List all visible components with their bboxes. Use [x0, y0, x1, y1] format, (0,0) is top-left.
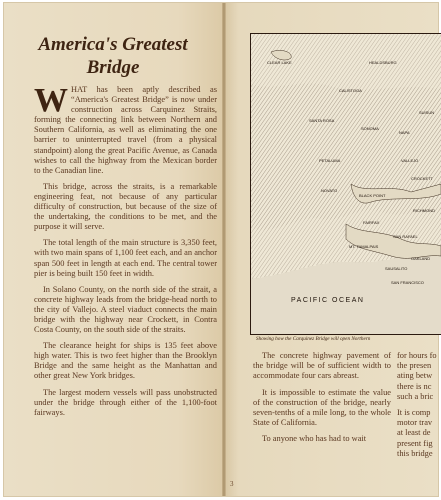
- col-b-line: ating betw: [397, 371, 433, 381]
- map-label-sonoma: SONOMA: [361, 126, 379, 131]
- paragraph-vessels: The largest modern vessels will pass unobstructed under the bridge through either of the 1,100-foot fairways.: [34, 387, 217, 417]
- col-b-line: It is comp: [397, 407, 431, 417]
- map-label-san-francisco: SAN FRANCISCO: [391, 280, 424, 285]
- col-b-line: the presen: [397, 361, 432, 371]
- map-label-petaluma: PETALUMA: [319, 158, 341, 163]
- paragraph-intro: [34, 82, 217, 176]
- map-label-calistoga: CALISTOGA: [339, 88, 362, 93]
- paragraph-clearance: The clearance height for ships is 135 feet above high water. This is two feet higher than the Brooklyn Bridge and the same height as the Manhattan and other great New York bridges.: [34, 341, 217, 381]
- map-caption: Showing how the Carquinez Bridge will open Northern: [256, 336, 371, 342]
- map-illustration: [251, 34, 441, 334]
- col-b-line: at least de: [397, 428, 431, 438]
- col-b-line: there is nc: [397, 381, 432, 391]
- map-label-fairfax: FAIRFAX: [363, 220, 380, 225]
- paragraph-wait: To anyone who has had to wait: [262, 434, 367, 444]
- right-page: [226, 3, 438, 496]
- col-b-line: such a bric: [397, 391, 434, 401]
- paragraph-solano: In Solano County, on the north side of the strait, a concrete highway leads from the bridge-head north to the city of Vallejo. A steel viaduct connects the main bridge with the highway near Crockett, in Contra Costa County, on the south side of the straits.: [34, 284, 217, 335]
- map-label-crockett: CROCKETT: [411, 176, 433, 181]
- col-b-line: present fig: [397, 438, 433, 448]
- map-label-suisun: SUISUN: [419, 110, 435, 115]
- left-page: [4, 3, 222, 496]
- map-label-sausalito: SAUSALITO: [385, 266, 408, 271]
- paragraph-engineering: This bridge, across the straits, is a remarkable engineering feat, not because of any particular difficulty of construction, but because of the size of the undertaking, the conditions to be met, and the purpose it will serve.: [34, 181, 217, 232]
- right-column-a: [253, 351, 391, 451]
- drop-cap: W: [34, 82, 68, 119]
- bay-area-map: [250, 33, 441, 335]
- col-b-line: for hours fo: [397, 351, 437, 360]
- paragraph-pavement: The concrete highway pavement of the bridge will be of sufficient width to accommodate four cars abreast.: [253, 351, 391, 381]
- map-label-novato: NOVATO: [321, 188, 338, 193]
- map-label-santa-rosa: SANTA ROSA: [309, 118, 335, 123]
- map-label-oakland: OAKLAND: [411, 256, 431, 261]
- col-b-line: this bridge: [397, 448, 433, 458]
- right-column-b: [397, 351, 438, 459]
- page-title-line2: Bridge: [86, 57, 140, 78]
- paragraph-dimensions: The total length of the main structure is 3,350 feet, with two main spans of 1,100 feet each, and an anchor span 500 feet in length at each end. The central tower pier is being built 150 feet in width.: [34, 238, 217, 278]
- map-label-ocean: PACIFIC OCEAN: [291, 297, 365, 304]
- paragraph-intro-text: HAT has been aptly described as “America's Greatest Bridge” is now under construction across Carquinez Straits, forming the connecting link between Northern and Southern California, as well as eliminating the one barrier to uninterrupted travel (from a physical standpoint) along the great Pacific Avenue, as Canada wishes to call the highway from the Mexican border to the Canadian line.: [34, 85, 217, 175]
- page-number: 3: [230, 480, 234, 488]
- map-label-healdsburg: HEALDSBURG: [369, 60, 397, 65]
- map-label-black-point: BLACK POINT: [359, 193, 386, 198]
- col-b-line: motor trav: [397, 418, 433, 428]
- map-label-clear-lake: CLEAR LAKE: [267, 60, 292, 65]
- article-body: [34, 82, 217, 424]
- map-label-mt-tamalpais: MT. TAMALPAIS: [349, 244, 379, 249]
- brochure-spread: [4, 3, 438, 496]
- page-title-line1: America's Greatest: [38, 34, 188, 55]
- paragraph-value: It is impossible to estimate the value of the construction of the bridge, nearly seven-tenths of a mile long, to the whole State of California.: [253, 387, 391, 428]
- map-label-vallejo: VALLEJO: [401, 158, 419, 163]
- map-label-san-rafael: SAN RAFAEL: [393, 234, 418, 239]
- map-label-richmond: RICHMOND: [413, 208, 435, 213]
- map-label-napa: NAPA: [399, 130, 410, 135]
